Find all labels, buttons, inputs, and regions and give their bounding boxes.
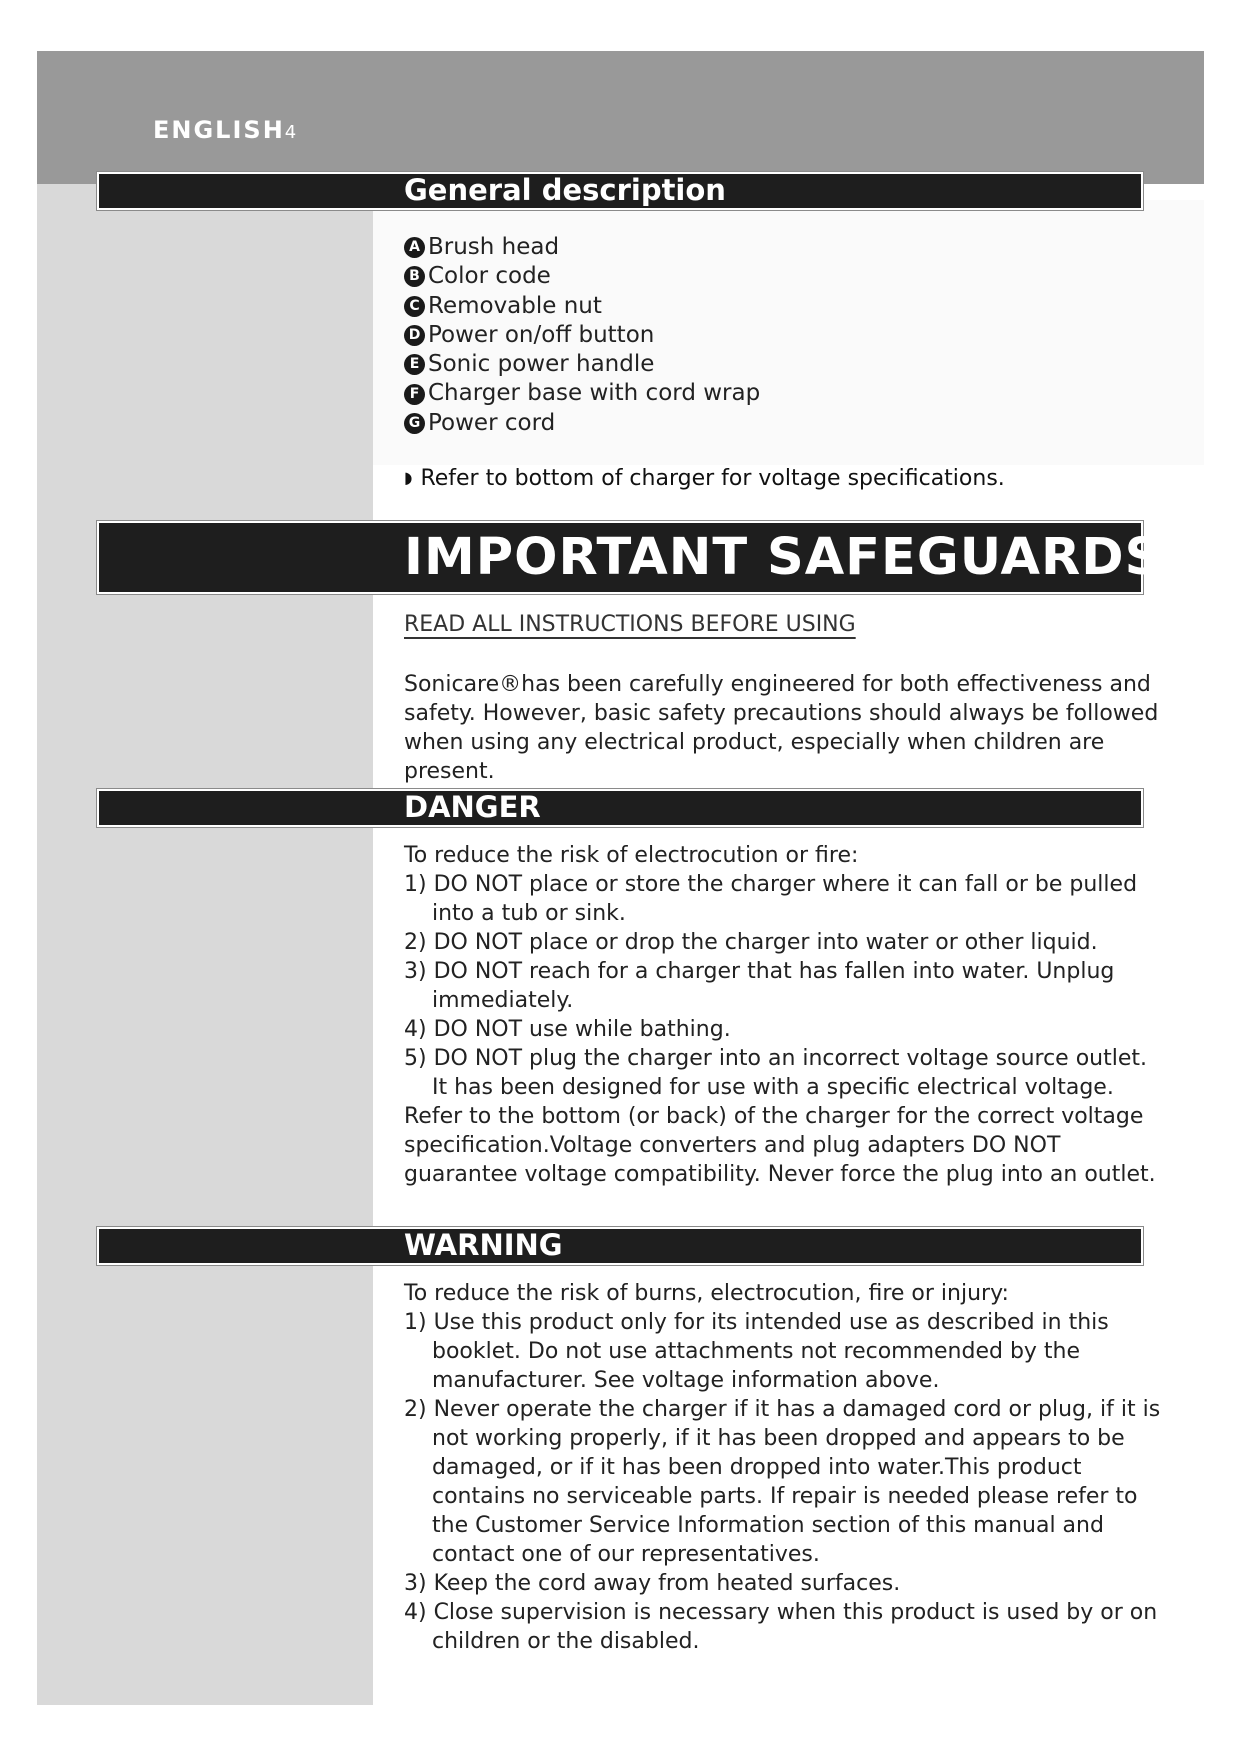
part-label: Power cord (428, 409, 556, 436)
voltage-note (404, 466, 1005, 491)
letter-badge-icon: A (404, 237, 425, 258)
part-label: Brush head (428, 234, 560, 260)
warning-body (404, 1279, 1164, 1656)
letter-badge-icon: E (404, 354, 425, 375)
warning-item: 3) Keep the cord away from heated surfaces. (404, 1571, 901, 1596)
important-safeguards-bar (97, 521, 1163, 594)
parts-list (404, 233, 760, 438)
letter-badge-icon: B (404, 266, 425, 287)
bullet-icon: ◗ (404, 468, 413, 487)
warning-item: 1) Use this product only for its intended use as described in this booklet. Do not use attachments not recommended by the manufacturer. See voltage information above. (404, 1310, 1109, 1393)
list-item (404, 233, 760, 262)
danger-closing: Refer to the bottom (or back) of the charger for the correct voltage specification.Voltage converters and plug adapters DO NOT guarantee voltage compatibility. Never force the plug into an outlet. (404, 1104, 1156, 1187)
list-item (404, 292, 760, 321)
left-margin-strip (37, 184, 373, 1705)
list-item (404, 409, 760, 438)
letter-badge-icon: G (404, 413, 425, 434)
voltage-note-text: Refer to bottom of charger for voltage specifications. (420, 466, 1005, 491)
warning-lead: To reduce the risk of burns, electrocution, fire or injury: (404, 1281, 1009, 1306)
warning-item: 4) Close supervision is necessary when this product is used by or on children or the disabled. (404, 1600, 1158, 1654)
letter-badge-icon: F (404, 384, 425, 405)
danger-item: 5) DO NOT plug the charger into an incorrect voltage source outlet. It has been designed for use with a specific electrical voltage. (404, 1046, 1147, 1100)
danger-bar (97, 789, 1143, 827)
danger-item: 4) DO NOT use while bathing. (404, 1017, 731, 1042)
list-item (404, 379, 760, 408)
part-label: Removable nut (428, 292, 602, 319)
letter-badge-icon: C (404, 296, 425, 317)
danger-item: 3) DO NOT reach for a charger that has fallen into water. Unplug immediately. (404, 959, 1115, 1013)
warning-item: 2) Never operate the charger if it has a damaged cord or plug, if it is not working properly, if it has been dropped and appears to be damaged, or if it has been dropped into water.This product contains no serviceable parts. If repair is needed please refer to the Customer Service Information section of this manual and contact one of our representatives. (404, 1397, 1161, 1567)
page-number: 4 (284, 122, 297, 143)
list-item (404, 350, 760, 379)
section-title-important-safeguards: IMPORTANT SAFEGUARDS (404, 528, 1163, 587)
section-title-warning: WARNING (404, 1228, 563, 1262)
danger-item: 1) DO NOT place or store the charger where it can fall or be pulled into a tub or sink. (404, 872, 1138, 926)
safety-intro: Sonicare®has been carefully engineered for both effectiveness and safety. However, basic safety precautions should always be followed when using any electrical product, especially when children are present. (404, 672, 1159, 784)
list-item (404, 262, 760, 291)
list-item (404, 321, 760, 350)
part-label: Power on/off button (428, 321, 655, 348)
part-label: Sonic power handle (428, 351, 655, 378)
danger-item: 2) DO NOT place or drop the charger into water or other liquid. (404, 930, 1098, 955)
letter-badge-icon: D (404, 325, 425, 346)
warning-bar (97, 1227, 1143, 1265)
general-description-bar (97, 172, 1143, 210)
section-title-general-description: General description (404, 173, 726, 207)
read-all-instructions: READ ALL INSTRUCTIONS BEFORE USING (404, 612, 856, 637)
danger-lead: To reduce the risk of electrocution or fire: (404, 843, 859, 868)
section-title-danger: DANGER (404, 790, 541, 824)
danger-body (404, 841, 1164, 1189)
language-label: ENGLISH4 (153, 116, 297, 144)
part-label: Color code (428, 263, 551, 290)
part-label: Charger base with cord wrap (428, 380, 761, 407)
